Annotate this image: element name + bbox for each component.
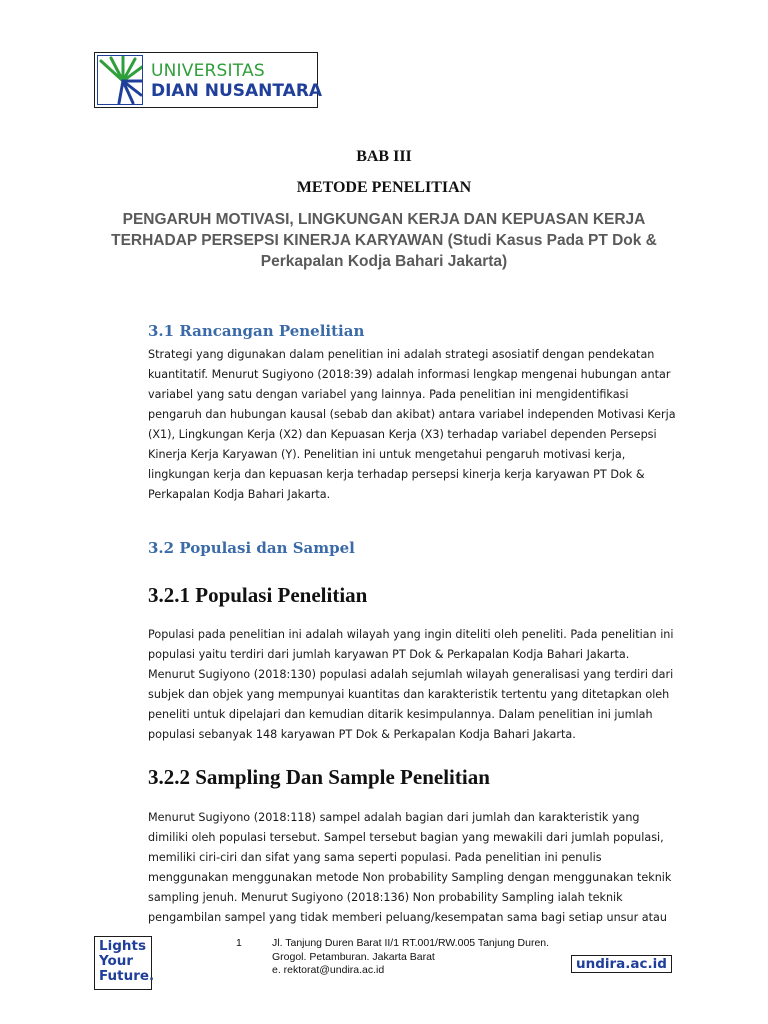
paragraph-line: kuantitatif. Menurut Sugiyono (2018:39) adalah informasi lengkap mengenai hubungan antar bbox=[148, 368, 671, 381]
paragraph-line: populasi sebanyak 148 karyawan PT Dok & Perkapalan Kodja Bahari Jakarta. bbox=[148, 728, 576, 741]
thesis-title bbox=[100, 209, 668, 272]
paragraph-line: subjek dan objek yang mempunyai kuantitas dan karakteristik tertentu yang ditetapkan oleh bbox=[148, 688, 670, 701]
paragraph-line: variabel yang satu dengan variabel yang lainnya. Pada penelitian ini mengidentifikasi bbox=[148, 388, 629, 401]
logo-text-universitas: UNIVERSITAS bbox=[151, 61, 265, 81]
sunburst-logo-icon bbox=[97, 55, 143, 105]
paragraph-populasi bbox=[148, 625, 676, 745]
thesis-title-line: TERHADAP PERSEPSI KINERJA KARYAWAN (Studi Kasus Pada PT Dok & bbox=[111, 232, 657, 249]
paragraph-line: Kinerja Kerja Karyawan (Y). Penelitian ini untuk mengetahui pengaruh motivasi kerja, bbox=[148, 448, 626, 461]
footer-logo-line: Future. bbox=[99, 968, 155, 984]
paragraph-line: sampling jenuh. Menurut Sugiyono (2018:136) Non probability Sampling ialah teknik bbox=[148, 891, 623, 904]
section-heading-3-2-1: 3.2.1 Populasi Penelitian bbox=[148, 583, 368, 607]
section-heading-3-2-2: 3.2.2 Sampling Dan Sample Penelitian bbox=[148, 765, 490, 789]
paragraph-sampling bbox=[148, 808, 676, 928]
chapter-number: BAB III bbox=[356, 148, 412, 165]
thesis-title-line: Perkapalan Kodja Bahari Jakarta) bbox=[260, 253, 508, 270]
lights-your-future-logo bbox=[94, 936, 155, 990]
paragraph-line: Perkapalan Kodja Bahari Jakarta. bbox=[148, 488, 331, 501]
paragraph-line: pengambilan sampel yang tidak memberi peluang/kesempatan sama bagi setiap unsur atau bbox=[148, 911, 667, 924]
paragraph-line: memiliki ciri-ciri dan sifat yang sama seperti populasi. Pada penelitian ini penulis bbox=[148, 851, 602, 864]
address-line: Jl. Tanjung Duren Barat II/1 RT.001/RW.005 Tanjung Duren. bbox=[272, 937, 550, 949]
university-logo bbox=[94, 52, 323, 108]
paragraph-line: peneliti untuk dipelajari dan kemudian ditarik kesimpulannya. Dalam penelitian ini jumlah bbox=[148, 708, 653, 721]
section-heading-3-1: 3.1 Rancangan Penelitian bbox=[148, 322, 365, 340]
paragraph-line: pengaruh dan hubungan kausal (sebab dan akibat) antara variabel independen Motivasi Kerja bbox=[148, 408, 676, 421]
address-line: Grogol. Petamburan. Jakarta Barat bbox=[272, 950, 435, 963]
paragraph-line: Strategi yang digunakan dalam penelitian ini adalah strategi asosiatif dengan pendekatan bbox=[148, 348, 655, 361]
paragraph-line: lingkungan kerja dan kepuasan kerja terhadap persepsi kinerja kerja karyawan PT Dok & bbox=[148, 468, 645, 481]
footer-logo-line: Your bbox=[99, 953, 134, 969]
logo-text-dian-nusantara: DIAN NUSANTARA bbox=[151, 81, 323, 101]
footer-address bbox=[272, 937, 549, 978]
website-link[interactable]: undira.ac.id bbox=[571, 955, 672, 973]
paragraph-line: Populasi pada penelitian ini adalah wilayah yang ingin diteliti oleh peneliti. Pada penelitian ini bbox=[148, 628, 674, 641]
chapter-title: METODE PENELITIAN bbox=[296, 179, 472, 196]
paragraph-line: Menurut Sugiyono (2018:130) populasi adalah sejumlah wilayah generalisasi yang terdiri dari bbox=[148, 668, 674, 681]
paragraph-line: (X1), Lingkungan Kerja (X2) dan Kepuasan Kerja (X3) terhadap variabel dependen Persepsi bbox=[148, 428, 657, 441]
page-number: 1 bbox=[236, 937, 242, 949]
footer-logo-line: Lights bbox=[99, 938, 146, 954]
paragraph-line: menggunakan menggunakan metode Non probability Sampling dengan menggunakan teknik bbox=[148, 871, 672, 884]
address-line: e. rektorat@undira.ac.id bbox=[272, 964, 385, 976]
section-heading-3-2: 3.2 Populasi dan Sampel bbox=[148, 539, 355, 557]
thesis-title-line: PENGARUH MOTIVASI, LINGKUNGAN KERJA DAN KEPUASAN KERJA bbox=[122, 211, 646, 228]
paragraph-line: Menurut Sugiyono (2018:118) sampel adalah bagian dari jumlah dan karakteristik yang bbox=[148, 811, 640, 824]
paragraph-line: dimiliki oleh populasi tersebut. Sampel tersebut bagian yang mewakili dari jumlah populasi, bbox=[148, 831, 664, 844]
paragraph-rancangan bbox=[148, 345, 676, 505]
paragraph-line: populasi yaitu terdiri dari jumlah karyawan PT Dok & Perkapalan Kodja Bahari Jakarta. bbox=[148, 648, 630, 661]
